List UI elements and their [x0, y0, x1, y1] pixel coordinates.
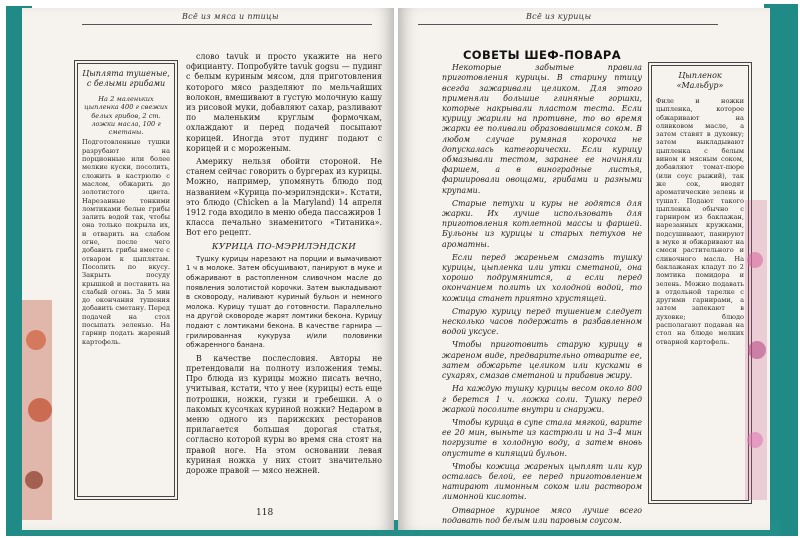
right-floral-decoration-icon — [745, 200, 767, 500]
right-paragraph-4: Старую курицу перед тушением следует несколько часов подержать в разбавленном водой уксусе. — [442, 306, 642, 337]
right-running-head: Всё из курицы — [526, 12, 592, 21]
right-recipe-box-title: Цыпленок «Мальбур» — [676, 71, 724, 90]
left-paragraph-2: Америку нельзя обойти стороной. Не станем сейчас говорить о бургерах из курицы. Можно, например, упомянуть блюдо под названием «Курица по-мэрилэндски». Кстати, это блюдо (Chicken a la Maryland) 14 апреля 1912 года входило в меню обеда пассажиров 1 класса печально знаменитого «Титаника». Вот его рецепт. — [186, 157, 383, 238]
right-paragraph-7: Чтобы курица в супе стала мягкой, варите ее 20 мин, выньте из кастрюли и на 3–4 мин погрузите в холодную воду, а затем вновь опустите в кипящий бульон. — [442, 417, 642, 458]
left-recipe-box-ingredients: На 2 маленьких цыпленка 400 г свежих белых грибов, 2 ст. ложки масла, 100 г сметаны. — [84, 95, 168, 137]
left-floral-decoration-icon — [22, 300, 52, 520]
right-paragraph-1: Некоторые забытые правила приготовления курицы. В старину птицу всегда зажаривали целиком. Для этого применяли большие глиняные горшки, которые накрывали пластом теста. Если курицу жарили на противне, то во время жарки ее поливали образовавшимся соком. В любом случае румяная корочка не допускалась категорически. Если курицу обмазывали тестом, заранее ее начиняли фаршем, а в виноградные листья, фаршировали овощами, грибами и разными крупами. — [442, 63, 642, 195]
left-recipe-text: Тушку курицы нарезают на порции и вымачивают 1 ч в молоке. Затем обсушивают, панируют в муке и обжаривают в растопленном сливочном масле до появления золотистой корочки. Затем выкладывают в сковороду, наливают куриный бульон и немного молока. Курицу тушат до готовности. Параллельно на другой сковороде жарят ломтики бекона. Курицу подают с ломтиками бекона. В качестве гарнира — грилированная кукуруза и/или половинки обжаренного банана. — [186, 254, 382, 350]
left-paragraph-3: В качестве послесловия. Авторы не претендовали на полноту изложения темы. Про блюда из курицы можно писать вечно, учитывая, кстати, что у нее (курицы) есть еще потрошки, ножки, гузки и гребешки. А о лакомых кусочках куриной ножки? Недаром в меню одного из парижских ресторанов прилагается большая дорогая статья, согласно которой куры во время сна стоят на правой ноге. На этом основании левая куриная ножка у них стоит значительно дороже правой — мясо нежней. — [186, 353, 382, 476]
left-page — [22, 8, 394, 530]
left-recipe-box-method: Подготовленные тушки разрубают на порционные или более мелкие куски, посолить, сложить в кастрюлю с маслом, обжарить до золотистого цвета. Нарезанные тонкими ломтиками белые грибы залить водой так, чтобы она только покрыла их, и отварить на слабом огне, после чего добавить грибы вместе с отваром к цыплятам. Посолить по вкусу. Закрыть посуду крышкой и поставить на слабый огонь. За 5 мин до окончания тушения добавить сметану. Перед подачей на стол посыпать зеленью. На гарнир подать жареный картофель. — [82, 138, 170, 346]
right-main-column — [442, 50, 642, 529]
left-running-head: Всё из мяса и птицы — [182, 12, 279, 21]
right-recipe-box — [648, 62, 752, 504]
left-page-number: 118 — [256, 508, 274, 518]
right-paragraph-9: Отварное куриное мясо лучше всего подавать под белым или паровым соусом. — [442, 505, 642, 525]
right-paragraph-6: На каждую тушку курицы весом около 800 г берется 1 ч. ложка соли. Тушку перед жаркой посолите внутри и снаружи. — [442, 384, 642, 414]
left-head-rule — [82, 24, 372, 25]
right-paragraph-8: Чтобы кожица жареных цыплят или кур осталась белой, ее перед приготовлением натирают лимонным соком или раствором лимонной кислоты. — [442, 461, 642, 502]
right-recipe-box-method: Филе и ножки цыпленка, которое обжаривают на оливковом масле, а затем ставят в духовку; затем выкладывают цыпленка с белым вином и мясным соком, добавляют томат-пюре (или соус рыжий), так же сок, вводят ароматические зелень и тушат. Подают такого цыпленка обычно с гарниром из баклажан, нарезанных кружками, подсушивают, панируют в муке и обжаривают на смеси растительного и сливочного масла. На баклажанах кладут по 2 ломтика помидора и зелень. Можно подавать в отдельной тарелке с другими гарнирами, а затем запекают в духовке; блюдо располагают подавая на стол на блюде мелких отварной картофель. — [656, 97, 744, 346]
right-page — [398, 8, 770, 530]
left-recipe-box — [74, 60, 178, 500]
right-paragraph-3: Если перед жареньем смазать тушку курицы, цыпленка или утки сметаной, она хорошо подрумянится, а если перед окончанием полить их холодной водой, то кожица станет приятно хрустящей. — [442, 252, 642, 303]
right-paragraph-5: Чтобы приготовить старую курицу в жареном виде, предварительно отварите ее, затем обжарьте целиком или кусками в сухарях, смазав сметаной и прибавив жиру. — [442, 340, 642, 381]
left-recipe-title: КУРИЦА ПО-МЭРИЛЭНДСКИ — [211, 241, 357, 252]
right-head-rule — [418, 24, 718, 25]
left-main-column — [186, 52, 382, 479]
right-section-title: СОВЕТЫ ШЕФ-ПОВАРА — [462, 48, 622, 62]
left-paragraph-1: слово tavuk и просто укажите на него официанту. Попробуйте tavuk gogsu — пудинг с белым куриным мясом, для приготовления которого мясо разделяют по мельчайших волокон, вмешивают в густую молочную кашу из рисовой муки, добавляют сахар, разливают по маленьким круглым формочкам, охлаждают и перед подачей посыпают корицей. Иногда этот пудинг подают с корицей и с мороженым. — [186, 52, 382, 153]
right-paragraph-2: Старые петухи и куры не годятся для жарки. Их лучше использовать для приготовления котлетной массы и фаршей. Бульоны из курицы и старых петухов не ароматны. — [442, 198, 642, 249]
left-recipe-box-title: Цыплята тушеные, с белыми грибами — [82, 69, 170, 88]
